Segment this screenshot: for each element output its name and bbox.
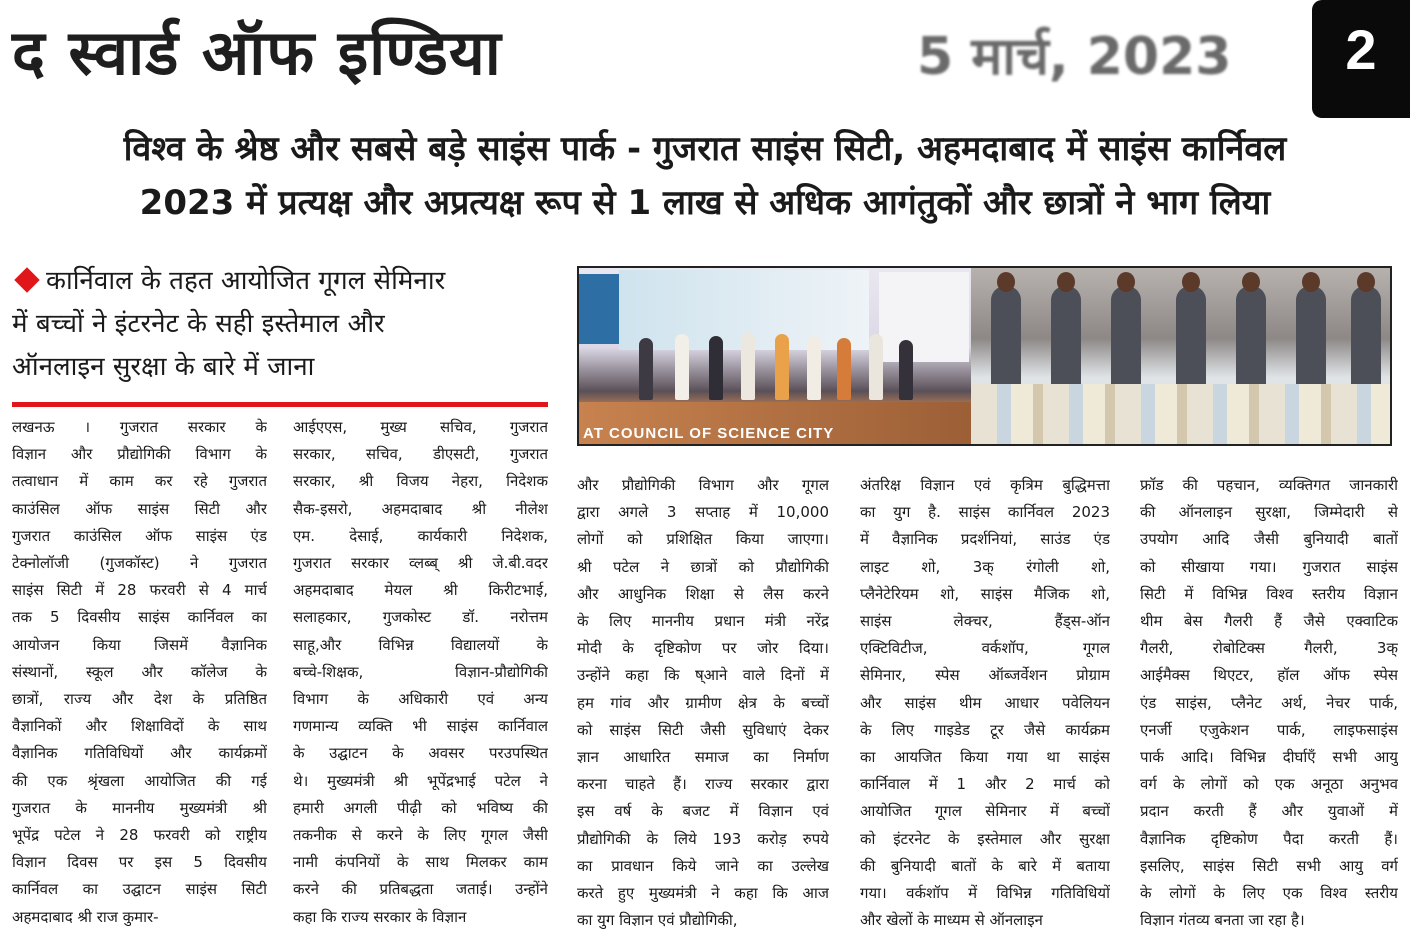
carnival-poster — [879, 272, 969, 362]
article-text-line: तक 5 दिवसीय साइंस कार्निवल का — [12, 608, 267, 627]
article-text-line: विभाग के अधिकारी एवं अन्य — [293, 690, 548, 709]
article-text-line: फ्रॉड की पहचान, व्यक्तिगत जानकारी — [1140, 476, 1398, 494]
article-column-1 — [12, 414, 267, 931]
article-text-line: साइंस लेक्चर, हैंड्स-ऑन — [860, 612, 1110, 631]
article-text-line: का युग विज्ञान एवं प्रौद्योगिकी, — [577, 911, 738, 930]
article-text-line: एनर्जी एजुकेशन पार्क, लाइफसाइंस — [1140, 720, 1398, 739]
article-text-line: प्रौद्योगिकी के लिये 193 करोड़ रुपये — [577, 829, 829, 848]
article-text-line: विज्ञान गंतव्य बनता जा रहा है। — [1140, 911, 1305, 930]
article-text-line: तत्वाधान में काम कर रहे गुजरात — [12, 472, 267, 491]
article-text-line: का आयजित किया गया था साइंस — [860, 748, 1110, 767]
article-text-line: ज्ञान आधारित समाज का निर्माण — [577, 748, 829, 767]
article-text-line: को इंटरनेट के इस्तेमाल और सुरक्षा — [860, 829, 1110, 848]
dignitary-figure — [869, 334, 883, 400]
article-column-4 — [860, 472, 1110, 934]
article-text-line: का युग है. साइंस कार्निवल 2023 — [860, 503, 1110, 522]
article-text-line: को साइंस सिटी जैसी सुविधाएं देकर — [577, 720, 829, 739]
dignitary-figure — [899, 340, 913, 400]
article-text-line: काउंसिल ऑफ साइंस सिटी और — [12, 499, 267, 518]
article-text-line: अंतरिक्ष विज्ञान एवं कृत्रिम बुद्धिमत्ता — [860, 476, 1110, 494]
article-text-line: कहा कि राज्य सरकार के विज्ञान — [293, 907, 467, 926]
dignitary-figure — [709, 336, 723, 400]
headline-line-1: विश्व के श्रेष्ठ और सबसे बड़े साइंस पार्क - गुजरात साइंस सिटी, अहमदाबाद में साइंस कार्निवल — [123, 129, 1287, 169]
article-text-line: टेक्नोलॉजी (गुजकॉस्ट) ने गुजरात — [12, 554, 267, 573]
article-text-line: हमारी अगली पीढ़ी को भविष्य की — [293, 798, 548, 817]
article-text-line: आयोजित गूगल सेमिनार में बच्चों — [860, 802, 1110, 821]
article-text-line: लोगों को प्रशिक्षित किया जाएगा। — [577, 530, 829, 549]
article-text-line: कार्निवाल में 1 और 2 मार्च को — [860, 775, 1110, 794]
article-text-line: थे। मुख्यमंत्री श्री भूपेंद्रभाई पटेल ने — [293, 771, 548, 790]
main-headline — [10, 122, 1400, 230]
red-divider-rule — [12, 402, 548, 407]
article-text-line: प्रदान करती हैं और युवाओं में — [1140, 802, 1398, 821]
student-figure — [1051, 286, 1081, 396]
article-text-line: की बुनियादी बातों के बारे में बताया — [860, 856, 1110, 875]
headline-line-2: 2023 में प्रत्यक्ष और अप्रत्यक्ष रूप से 1 लाख से अधिक आगंतुकों और छात्रों ने भाग लिया — [139, 183, 1271, 223]
subheadline-line-2: में बच्चों ने इंटरनेट के सही इस्तेमाल और — [12, 309, 385, 339]
dignitary-figure — [807, 336, 821, 400]
red-diamond-bullet-icon — [14, 267, 39, 292]
article-text-line: सैक-इसरो, अहमदाबाद श्री नीलेश — [293, 499, 548, 518]
article-text-line: सरकार, सचिव, डीएसटी, गुजरात — [293, 445, 548, 464]
article-text-line: वर्ग के लोगों को एक अनूठा अनुभव — [1140, 775, 1398, 794]
article-text-line: साहू,और विभिन्न विद्यालयों के — [293, 635, 548, 654]
article-text-line: गैलरी, रोबोटिक्स गैलरी, 3क् — [1140, 639, 1398, 658]
article-text-line: और प्रौद्योगिकी विभाग और गूगल — [577, 476, 829, 494]
article-text-line: विज्ञान और प्रौद्योगिकी विभाग के — [12, 445, 267, 464]
article-column-3 — [577, 472, 829, 934]
article-text-line: सिटी में विभिन्न विश्व स्तरीय विज्ञान — [1140, 584, 1398, 603]
article-text-line: कार्निवल का उद्घाटन साइंस सिटी — [12, 880, 267, 899]
page-number-badge: 2 — [1312, 0, 1410, 118]
subheadline — [12, 260, 552, 389]
subheadline-line-1: कार्निवाल के तहत आयोजित गूगल सेमिनार — [46, 266, 446, 296]
article-text-line: बच्चे-शिक्षक, विज्ञान-प्रौद्योगिकी — [293, 662, 548, 681]
article-column-2 — [293, 414, 548, 931]
article-text-line: थीम बेस गैलरी हैं जैसे एक्वाटिक — [1140, 612, 1398, 631]
article-text-line: हम गांव और ग्रामीण क्षेत्र के बच्चों — [577, 693, 829, 712]
article-text-line: वैज्ञानिक दृष्टिकोण पैदा करती हैं। — [1140, 829, 1398, 848]
article-text-line: लाइट शो, 3क् रंगोली शो, — [860, 557, 1110, 576]
article-body — [10, 414, 1405, 938]
article-text-line: एंड साइंस, प्लैनेट अर्थ, नेचर पार्क, — [1140, 693, 1398, 712]
article-text-line: के लिए माननीय प्रधान मंत्री नरेंद्र — [577, 612, 829, 631]
article-text-line: आयोजन किया जिसमें वैज्ञानिक — [12, 635, 267, 654]
article-text-line: उन्होंने कहा कि ष्आने वाले दिनों में — [577, 666, 829, 685]
newspaper-name: द स्वार्ड ऑफ इण्डिया — [12, 16, 502, 89]
article-text-line: में वैज्ञानिक प्रदर्शनियां, साउंड एंड — [860, 530, 1110, 549]
article-text-line: सेमिनार, स्पेस ऑब्जर्वेशन प्रोग्राम — [860, 666, 1110, 685]
article-text-line: छात्रों, राज्य और देश के प्रतिष्ठित — [12, 690, 267, 709]
article-text-line: साइंस सिटी में 28 फरवरी से 4 मार्च — [12, 581, 267, 600]
article-text-line: वैज्ञानिक गतिविधियों और कार्यक्रमों — [12, 744, 267, 763]
article-text-line: को सीखाया गया। गुजरात साइंस — [1140, 557, 1398, 576]
article-text-line: प्लैनेटेरियम शो, साइंस मैजिक शो, — [860, 584, 1110, 603]
article-text-line: द्वारा अगले 3 सप्ताह में 10,000 — [577, 503, 829, 522]
dignitary-figure — [639, 338, 653, 400]
article-text-line: आईमैक्स थिएटर, हॉल ऑफ स्पेस — [1140, 666, 1398, 685]
article-text-line: वैज्ञानिकों और शिक्षाविदों के साथ — [12, 717, 267, 736]
article-text-line: के लिए गाइडेड टूर जैसे कार्यक्रम — [860, 720, 1110, 739]
publication-date: 5 मार्च, 2023 — [917, 27, 1232, 87]
student-figure — [991, 286, 1021, 396]
article-text-line: और खेलों के माध्यम से ऑनलाइन — [860, 911, 1043, 930]
article-text-line: पार्क आदि। विभिन्न दीर्घाएँ सभी आयु — [1140, 748, 1398, 767]
article-text-line: गया। वर्कशॉप में विभिन्न गतिविधियों — [860, 884, 1110, 903]
article-text-line: की एक श्रृंखला आयोजित की गई — [12, 771, 267, 790]
masthead — [12, 6, 1302, 106]
article-text-line: गुजरात काउंसिल ऑफ साइंस एंड — [12, 526, 267, 545]
article-text-line: संस्थानों, स्कूल और कॉलेज के — [12, 662, 267, 681]
article-text-line: तकनीक से करने के लिए गूगल जैसी — [293, 826, 548, 845]
article-text-line: आईएएस, मुख्य सचिव, गुजरात — [293, 418, 548, 436]
student-figure — [1236, 286, 1266, 396]
article-text-line: अहमदाबाद श्री राज कुमार- — [12, 907, 159, 926]
article-text-line: की ऑनलाइन सुरक्षा, जिम्मेदारी से — [1140, 503, 1398, 522]
student-figure — [1351, 286, 1381, 396]
article-text-line: का प्रावधान किये जाने का उल्लेख — [577, 856, 829, 875]
article-text-line: करने की प्रतिबद्धता जताई। उन्होंने — [293, 880, 548, 899]
article-text-line: उपयोग आदि जैसी बुनियादी बातों — [1140, 530, 1398, 549]
article-text-line: भूपेंद्र पटेल ने 28 फरवरी को राष्ट्रीय — [12, 826, 267, 845]
dignitary-figure — [775, 334, 789, 400]
article-text-line: एम. देसाई, कार्यकारी निदेशक, — [293, 526, 548, 545]
article-text-line: सलाहकार, गुजकोस्ट डॉ. नरोत्तम — [293, 608, 548, 627]
article-column-5 — [1140, 472, 1398, 934]
article-text-line: एक्टिविटीज, वर्कशॉप, गूगल — [860, 639, 1110, 658]
article-text-line: इसलिए, साइंस सिटी सभी आयु वर्ग — [1140, 856, 1398, 875]
dignitary-figure — [675, 334, 689, 400]
article-text-line: श्री पटेल ने छात्रों को प्रौद्योगिकी — [577, 557, 829, 576]
article-text-line: सरकार, श्री विजय नेहरा, निदेशक — [293, 472, 548, 491]
article-text-line: मोदी के दृष्टिकोण पर जोर दिया। — [577, 639, 829, 658]
article-text-line: करते हुए मुख्यमंत्री ने कहा कि आज — [577, 884, 829, 903]
article-text-line: विज्ञान दिवस पर इस 5 दिवसीय — [12, 853, 267, 872]
article-text-line: लखनऊ । गुजरात सरकार के — [12, 418, 267, 436]
article-text-line: नामी कंपनियों के साथ मिलकर काम — [293, 853, 548, 872]
article-text-line: इस वर्ष के बजट में विज्ञान एवं — [577, 802, 829, 821]
article-text-line: गुजरात के माननीय मुख्यमंत्री श्री — [12, 798, 267, 817]
student-figure — [1111, 286, 1141, 396]
article-text-line: और आधुनिक शिक्षा से लैस करने — [577, 584, 829, 603]
article-text-line: के उद्घाटन के अवसर परउपस्थित — [293, 744, 548, 763]
dignitary-figure — [837, 338, 851, 400]
subheadline-line-3: ऑनलाइन सुरक्षा के बारे में जाना — [12, 352, 315, 382]
article-text-line: गुजरात सरकार व्लब्ब् श्री जे.बी.वदर — [293, 554, 548, 573]
student-figure — [1296, 286, 1326, 396]
dignitary-figure — [741, 332, 755, 400]
student-figure — [1176, 286, 1206, 396]
article-text-line: अहमदाबाद मेयल श्री किरीटभाई, — [293, 581, 548, 600]
photo-caption: AT COUNCIL OF SCIENCE CITY — [583, 425, 835, 442]
article-text-line: करना चाहते हैं। राज्य सरकार द्वारा — [577, 775, 829, 794]
article-text-line: और साइंस थीम आधार पवेलियन — [860, 693, 1110, 712]
article-text-line: गणमान्य व्यक्ति भी साइंस कार्निवाल — [293, 717, 548, 736]
article-text-line: के लोगों के लिए एक विश्व स्तरीय — [1140, 884, 1398, 903]
